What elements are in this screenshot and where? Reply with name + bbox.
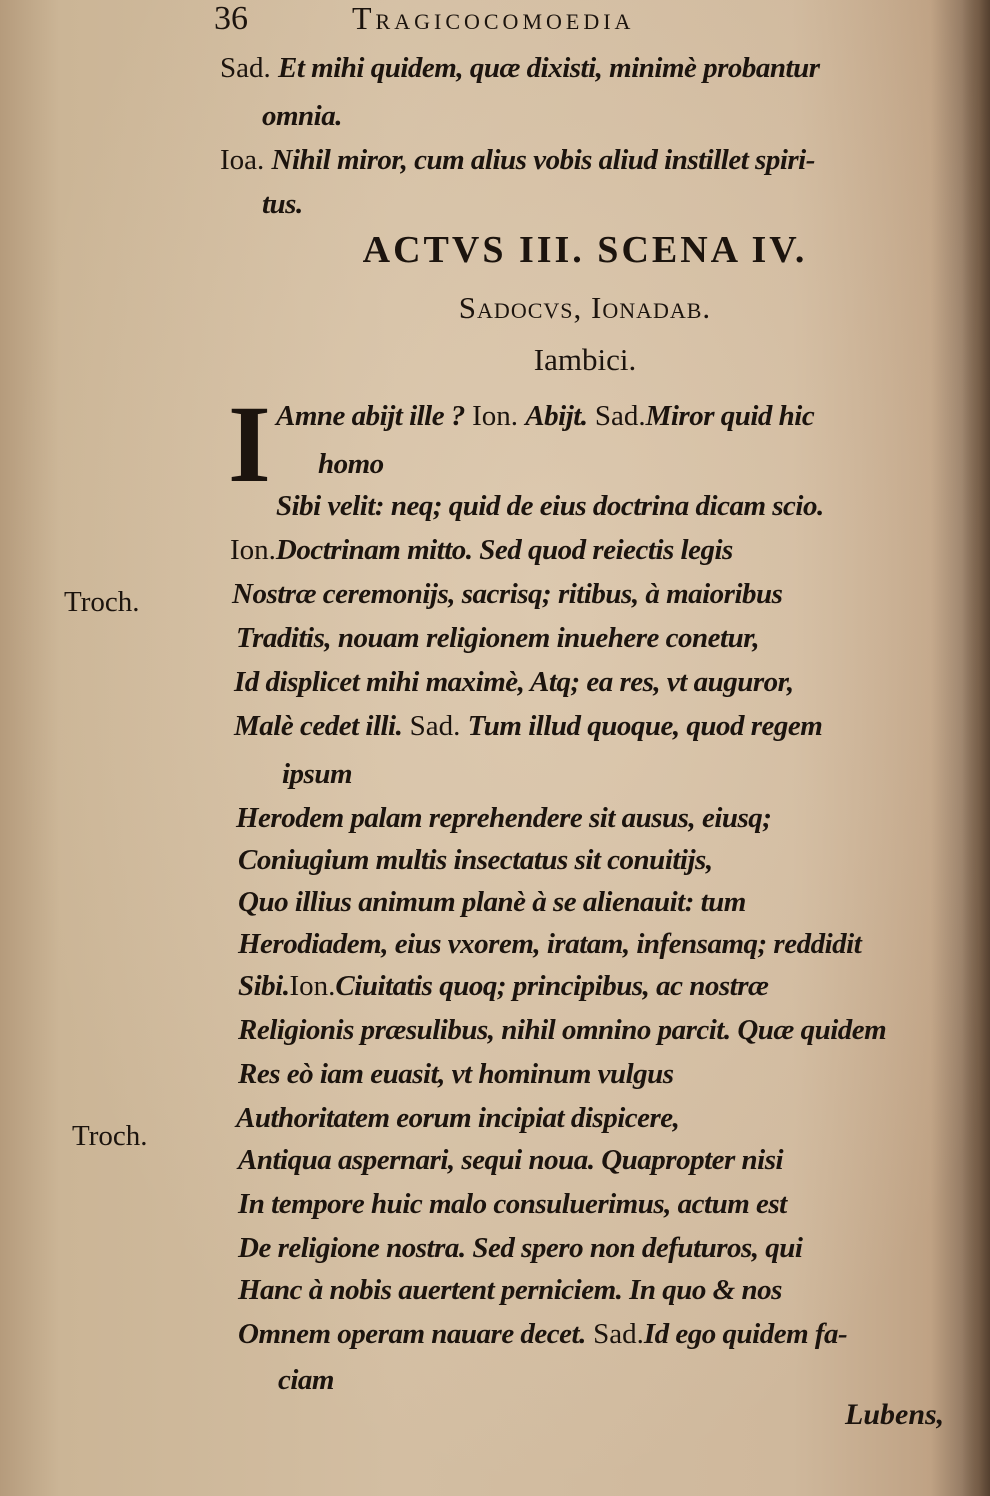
- page-number: 36: [214, 0, 248, 37]
- verse-text: Res eò iam euasit, vt hominum vulgus: [238, 1058, 674, 1090]
- verse-text: Id displicet mihi maximè, Atq; ea res, vt auguror,: [234, 666, 794, 698]
- speaker: Sad.: [220, 52, 271, 84]
- verse-line: [234, 708, 822, 744]
- verse-line: [238, 1186, 787, 1222]
- verse-text: Abijt.: [525, 400, 588, 432]
- prelude-line-3: [220, 142, 815, 178]
- verse-line: [236, 800, 771, 836]
- verse-line: [318, 446, 384, 482]
- speaker: Sad.: [402, 710, 468, 742]
- verse-line: [238, 842, 713, 878]
- running-head: Tragicocomoedia: [352, 0, 635, 36]
- verse-text: Omnem operam nauare decet.: [238, 1318, 586, 1350]
- verse-line: [278, 1362, 334, 1398]
- prelude-line-1: [220, 50, 820, 86]
- verse-line: [232, 576, 782, 612]
- verse-line: [238, 1272, 782, 1308]
- verse-line: [234, 664, 794, 700]
- speaker: Sad.: [585, 1318, 644, 1350]
- verse-line: [236, 620, 759, 656]
- verse-line: [238, 884, 746, 920]
- meter-label: Iambici.: [533, 342, 637, 377]
- verse-line: [276, 398, 814, 434]
- scene-title: ACTVS III. SCENA IV.: [362, 229, 808, 271]
- verse-text: Antiqua aspernari, sequi noua. Quapropter nisi: [238, 1144, 784, 1176]
- verse-line: [236, 1100, 679, 1136]
- verse-text: Authoritatem eorum incipiat dispicere,: [236, 1102, 680, 1134]
- prelude-line-2: [262, 98, 342, 134]
- drop-cap: I: [228, 383, 271, 505]
- verse-line: [238, 1142, 783, 1178]
- verse-text: Doctrinam mitto. Sed quod reiectis legis: [275, 534, 733, 566]
- speaker: Ion.: [464, 400, 526, 432]
- verse-text: Et mihi quidem, quæ dixisti, minimè probantur: [278, 52, 820, 84]
- verse-text: Sibi velit: neq; quid de eius doctrina dicam scio.: [276, 490, 824, 522]
- verse-text: ipsum: [282, 758, 353, 790]
- verse-text: homo: [318, 448, 384, 480]
- verse-text: In tempore huic malo consuluerimus, actum est: [238, 1188, 787, 1220]
- verse-text: ciam: [278, 1364, 334, 1396]
- verse-text: Religionis præsulibus, nihil omnino parcit. Quæ quidem: [238, 1014, 887, 1046]
- verse-text: Id ego quidem fa-: [643, 1318, 848, 1350]
- verse-text: Malè cedet illi.: [234, 710, 403, 742]
- verse-text: Nihil miror, cum alius vobis aliud instillet spiri-: [271, 144, 815, 176]
- verse-line: [238, 926, 861, 962]
- verse-text: Herodiadem, eius vxorem, iratam, infensamq; reddidit: [238, 928, 862, 960]
- verse-line: [276, 488, 824, 524]
- verse-text: tus.: [262, 188, 303, 220]
- speaker: Ion.: [230, 534, 276, 566]
- verse-line: [238, 1056, 674, 1092]
- catchword: Lubens,: [845, 1398, 945, 1431]
- verse-text: Coniugium multis insectatus sit conuitijs,: [238, 844, 713, 876]
- verse-text: omnia.: [262, 100, 342, 132]
- verse-text: Tum illud quoque, quod regem: [467, 710, 823, 742]
- margin-note: Troch.: [64, 586, 140, 618]
- verse-text: Miror quid hic: [645, 400, 815, 432]
- verse-text: Nostræ ceremonijs, sacrisq; ritibus, à maioribus: [232, 578, 783, 610]
- verse-line: [230, 532, 733, 568]
- verse-line: [282, 756, 352, 792]
- verse-text: Hanc à nobis auertent perniciem. In quo & nos: [238, 1274, 782, 1306]
- verse-line: [238, 968, 768, 1004]
- speaker: Ion.: [289, 970, 336, 1002]
- margin-note: Troch.: [72, 1120, 148, 1152]
- verse-text: Ciuitatis quoq; principibus, ac nostræ: [335, 970, 769, 1002]
- verse-text: Quo illius animum planè à se alienauit: tum: [238, 886, 746, 918]
- speaker: Sad.: [587, 400, 646, 432]
- verse-text: Sibi.: [238, 970, 290, 1002]
- page-gutter-shadow: [962, 0, 990, 1496]
- verse-text: Amne abijt ille ?: [276, 400, 465, 432]
- verse-line: [238, 1230, 802, 1266]
- verse-line: [238, 1012, 886, 1048]
- verse-text: Herodem palam reprehendere sit ausus, eiusq;: [236, 802, 772, 834]
- speaker: Ioa.: [220, 144, 265, 176]
- verse-text: Traditis, nouam religionem inuehere conetur,: [236, 622, 760, 654]
- verse-text: De religione nostra. Sed spero non defuturos, qui: [238, 1232, 803, 1264]
- verse-line: [238, 1316, 847, 1352]
- prelude-line-4: [262, 186, 303, 222]
- scene-characters: Sadocvs, Ionadab.: [458, 290, 712, 325]
